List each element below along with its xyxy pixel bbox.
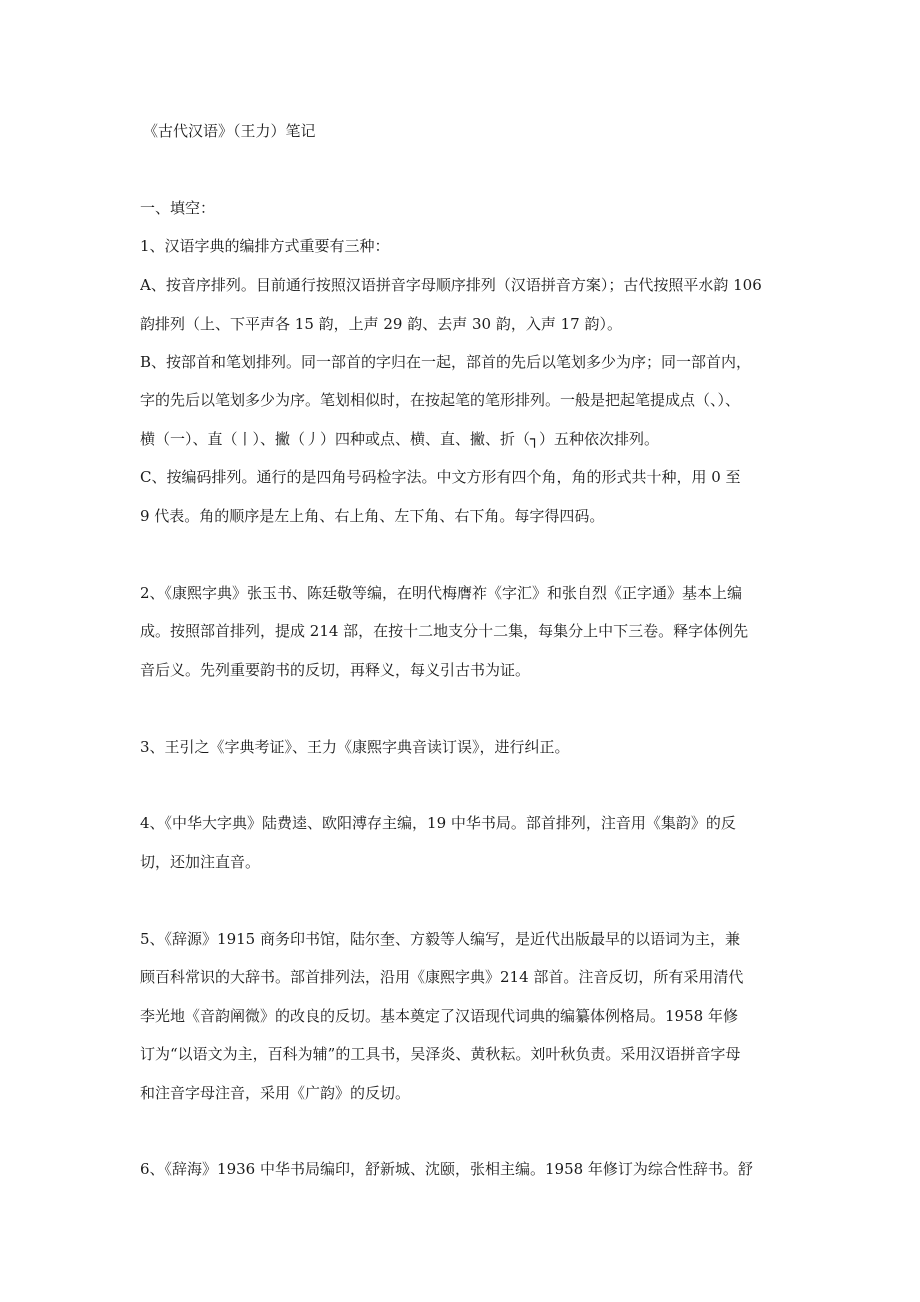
text-line: B、按部首和笔划排列。同一部首的字归在一起，部首的先后以笔划多少为序；同一部首内， (140, 353, 752, 371)
text-line: 5、《辞源》1915 商务印书馆，陆尔奎、方毅等人编写，是近代出版最早的以语词为主，兼 (140, 930, 740, 948)
text-line: 成。按照部首排列，提成 214 部，在按十二地支分十二集，每集分上中下三卷。释字体例先 (140, 622, 749, 640)
text-line: 切，还加注直音。 (140, 853, 261, 871)
text-line: 音后义。先列重要韵书的反切，再释义，每义引古书为证。 (140, 661, 531, 679)
text-line: 横（一）、直（丨）、撇（丿）四种或点、横、直、撇、折（┐）五种依次排列。 (140, 430, 660, 448)
text-line: 2、《康熙字典》张玉书、陈廷敬等编，在明代梅膺祚《字汇》和张自烈《正字通》基本上编 (140, 584, 743, 602)
text-line: 订为“以语文为主，百科为辅”的工具书，吴泽炎、黄秋耘。刘叶秋负责。采用汉语拼音字母 (140, 1045, 741, 1063)
text-line: 韵排列（上、下平声各 15 韵，上声 29 韵、去声 30 韵，入声 17 韵）。 (140, 315, 622, 333)
text-line: A、按音序排列。目前通行按照汉语拼音字母顺序排列（汉语拼音方案）；古代按照平水韵 106 (140, 276, 762, 294)
text-line: 字的先后以笔划多少为序。笔划相似时，在按起笔的笔形排列。一般是把起笔提成点（、）、 (140, 391, 741, 409)
text-line: 1、汉语字典的编排方式重要有三种： (140, 237, 390, 255)
text-line: 李光地《音韵阐微》的改良的反切。基本奠定了汉语现代词典的编纂体例格局。1958 年修 (140, 1007, 738, 1025)
text-line: 顾百科常识的大辞书。部首排列法，沿用《康熙字典》214 部首。注音反切，所有采用清代 (140, 968, 744, 986)
text-line: 4、《中华大字典》陆费逵、欧阳溥存主编，19 中华书局。部首排列，注音用《集韵》的反 (140, 814, 736, 832)
section-heading: 一、填空： (140, 199, 216, 217)
document-title: 《古代汉语》（王力）笔记 (143, 122, 316, 140)
text-line: 6、《辞海》1936 中华书局编印，舒新城、沈颐，张相主编。1958 年修订为综合性辞书。舒 (140, 1160, 753, 1178)
text-line: 9 代表。角的顺序是左上角、右上角、左下角、右下角。每字得四码。 (140, 507, 605, 525)
text-line: 和注音字母注音，采用《广韵》的反切。 (140, 1084, 411, 1102)
text-line: 3、王引之《字典考证》、王力《康熙字典音读订误》，进行纠正。 (140, 738, 570, 756)
text-line: C、按编码排列。通行的是四角号码检字法。中文方形有四个角，角的形式共十种，用 0 至 (140, 468, 741, 486)
